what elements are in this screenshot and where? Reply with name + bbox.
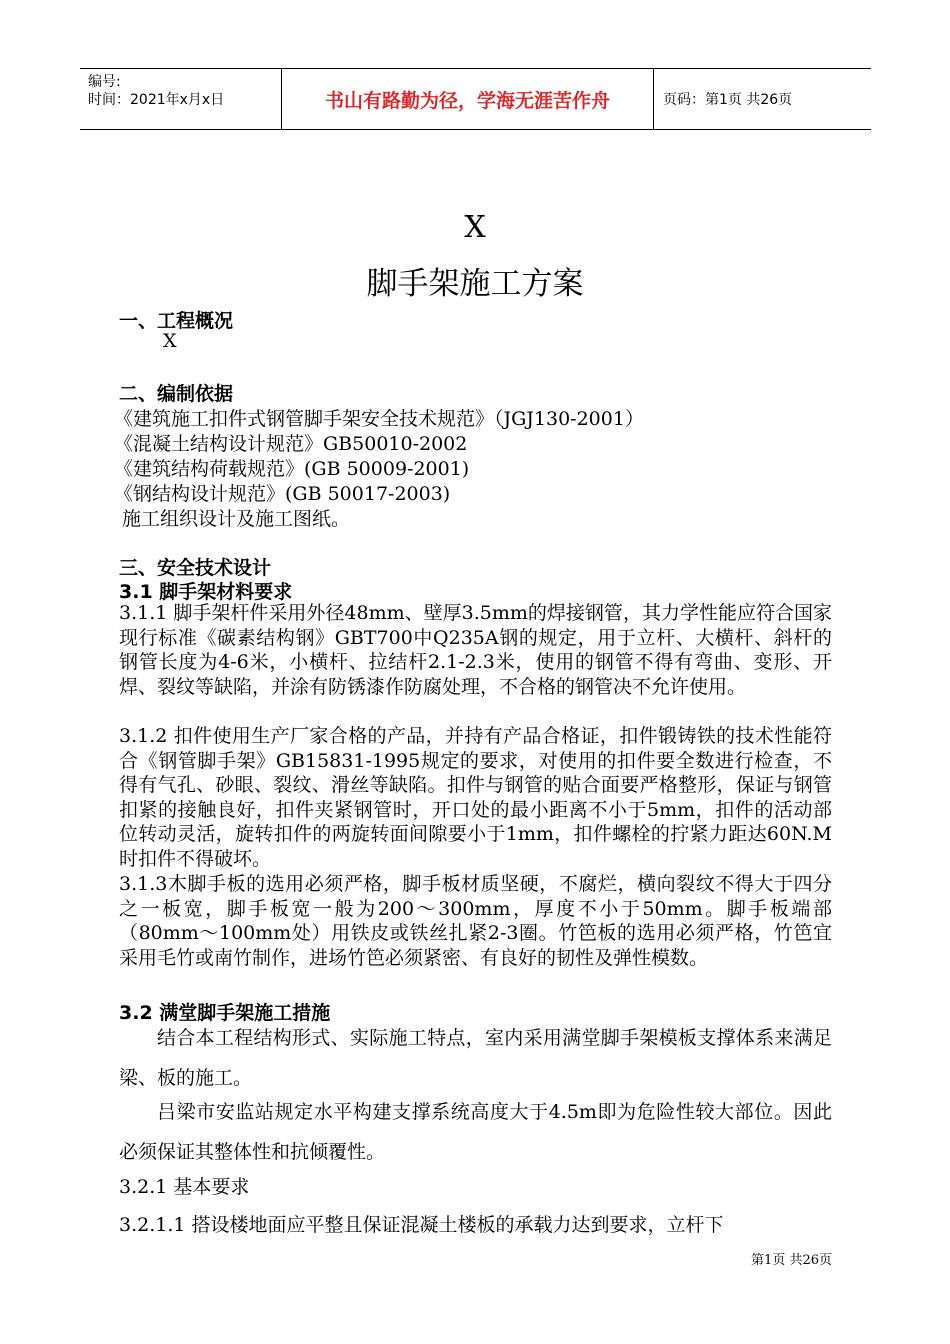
- header-number-label: 编号:: [88, 74, 121, 90]
- header-time-label: 时间：2021年x月x日: [88, 92, 225, 108]
- subsection-heading-full-scaffold: 3.2 满堂脚手架施工措施: [119, 1002, 331, 1024]
- subsection-heading-materials: 3.1 脚手架材料要求: [119, 581, 293, 603]
- document-title: 脚手架施工方案: [366, 266, 584, 302]
- basis-item: 《钢结构设计规范》(GB 50017-2003): [114, 483, 451, 505]
- paragraph-3-1-2: 3.1.2 扣件使用生产厂家合格的产品，并持有产品合格证，扣件锻铸铁的技术性能符合《钢管脚手架》GB15831-1995规定的要求，对使用的扣件要全数进行检查，不得有气孔、砂眼、裂纹、滑丝等缺陷。扣件与钢管的贴合面要严格整形，保证与钢管扣紧的接触良好，扣件夹紧钢管时，开口处的最小距离不小于5mm，扣件的活动部位转动灵活，旋转扣件的两旋转面间隙要小于1mm，扣件螺栓的拧紧力距达60N.M时扣件不得破坏。: [119, 725, 832, 870]
- overview-body: X: [163, 330, 177, 352]
- paragraph-3-2-regulation: 吕梁市安监站规定水平构建支撑系统高度大于4.5m即为危险性较大部位。因此必须保证其整体性和抗倾覆性。: [119, 1101, 832, 1163]
- section-heading-safety: 三、安全技术设计: [119, 557, 272, 579]
- paragraph-3-1-3: 3.1.3木脚手板的选用必须严格，脚手板材质坚硬，不腐烂，横向裂纹不得大于四分之一板宽，脚手板宽一般为200～300mm，厚度不小于50mm。脚手板端部（80mm～100mm处）用铁皮或铁丝扎紧2-3圈。竹笆板的选用必须严格，竹笆宜采用毛竹或南竹制作，进场竹笆必须紧密、有良好的韧性及弹性模数。: [119, 873, 832, 969]
- basis-item: 施工组织设计及施工图纸。: [122, 508, 351, 530]
- paragraph-3-2-intro: 结合本工程结构形式、实际施工特点，室内采用满堂脚手架模板支撑体系来满足梁、板的施工。: [119, 1027, 832, 1089]
- document-title-x: X: [464, 210, 486, 245]
- section-heading-basis: 二、编制依据: [119, 383, 234, 405]
- paragraph-3-2-1: 3.2.1 基本要求: [119, 1176, 250, 1198]
- header-meta: [80, 69, 280, 129]
- paragraph-3-2-1-1: 3.2.1.1 搭设楼地面应平整且保证混凝土楼板的承载力达到要求，立杆下: [119, 1214, 724, 1236]
- basis-item: 《建筑施工扣件式钢管脚手架安全技术规范》（JGJ130-2001）: [114, 408, 644, 430]
- header-motto: 书山有路勤为径，学海无涯苦作舟: [281, 69, 654, 129]
- header-page-info: 页码：第1页 共26页: [663, 92, 793, 108]
- basis-item: 《建筑结构荷载规范》(GB 50009-2001): [114, 458, 470, 480]
- page-footer: 第1页 共26页: [751, 1253, 832, 1268]
- page-header: [80, 68, 871, 130]
- paragraph-3-1-1: 3.1.1 脚手架杆件采用外径48mm、壁厚3.5mm的焊接钢管，其力学性能应符合国家现行标准《碳素结构钢》GBT700中Q235A钢的规定，用于立杆、大横杆、斜杆的钢管长度为4-6米，小横杆、拉结杆2.1-2.3米，使用的钢管不得有弯曲、变形、开焊、裂纹等缺陷，并涂有防锈漆作防腐处理，不合格的钢管决不允许使用。: [119, 602, 832, 698]
- basis-item: 《混凝土结构设计规范》GB50010-2002: [114, 433, 468, 455]
- section-heading-overview: 一、工程概况: [119, 310, 234, 332]
